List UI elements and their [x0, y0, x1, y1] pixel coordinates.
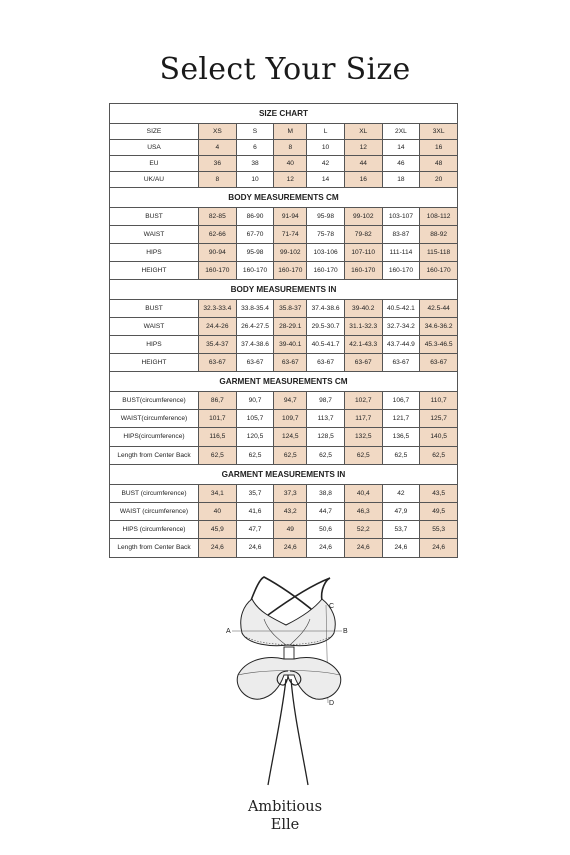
table-cell: 110,7	[420, 392, 458, 410]
table-cell: 86-90	[236, 208, 274, 226]
table-cell: 79-82	[344, 226, 382, 244]
table-cell: L	[307, 124, 345, 140]
table-cell: 121,7	[382, 410, 420, 428]
table-cell: 63-67	[307, 354, 345, 372]
row-label: BUST (circumference)	[110, 484, 199, 502]
table-cell: 14	[382, 140, 420, 156]
table-cell: 26.4-27.5	[236, 318, 274, 336]
table-row	[110, 156, 458, 172]
table-cell: 67-70	[236, 226, 274, 244]
table-cell: 45.3-46.5	[420, 336, 458, 354]
row-label: WAIST	[110, 318, 199, 336]
table-cell: 49,5	[420, 502, 458, 520]
table-cell: 43.7-44.9	[382, 336, 420, 354]
table-cell: 62,5	[199, 446, 237, 464]
table-cell: 63-67	[382, 354, 420, 372]
table-cell: 102,7	[344, 392, 382, 410]
table-cell: 37.4-38.6	[236, 336, 274, 354]
garment-diagram	[224, 575, 354, 790]
table-cell: 38,8	[307, 484, 345, 502]
table-cell: 40.5-41.7	[307, 336, 345, 354]
section-title: BODY MEASUREMENTS CM	[110, 188, 458, 208]
table-cell: 136,5	[382, 428, 420, 446]
table-cell: 24,6	[199, 539, 237, 557]
table-cell: 116,5	[199, 428, 237, 446]
table-cell: 63-67	[420, 354, 458, 372]
table-cell: 55,3	[420, 521, 458, 539]
section-title: BODY MEASUREMENTS IN	[110, 280, 458, 300]
table-cell: 38	[236, 156, 274, 172]
table-cell: 90-94	[199, 244, 237, 262]
section-header	[110, 188, 458, 208]
table-row	[110, 410, 458, 428]
table-cell: 28-29.1	[274, 318, 307, 336]
strap-left	[250, 577, 316, 613]
label-d: D	[329, 700, 335, 707]
table-cell: 63-67	[274, 354, 307, 372]
table-cell: 40,4	[344, 484, 382, 502]
table-cell: 24.4-26	[199, 318, 237, 336]
table-row	[110, 539, 458, 557]
row-label: WAIST (circumference)	[110, 502, 199, 520]
row-label: WAIST(circumference)	[110, 410, 199, 428]
table-cell: 50,6	[307, 521, 345, 539]
table-row	[110, 336, 458, 354]
table-cell: 32.3-33.4	[199, 300, 237, 318]
table-cell: 31.1-32.3	[344, 318, 382, 336]
table-cell: 160-170	[420, 262, 458, 280]
table-cell: 98,7	[307, 392, 345, 410]
table-cell: 91-94	[274, 208, 307, 226]
label-a: A	[226, 628, 231, 635]
table-cell: 63-67	[199, 354, 237, 372]
table-cell: 95-98	[236, 244, 274, 262]
table-cell: 48	[420, 156, 458, 172]
table-cell: 62,5	[420, 446, 458, 464]
table-cell: 106,7	[382, 392, 420, 410]
table-cell: 24,6	[382, 539, 420, 557]
section-title: GARMENT MEASUREMENTS CM	[110, 372, 458, 392]
table-cell: 103-107	[382, 208, 420, 226]
table-cell: 42.1-43.3	[344, 336, 382, 354]
row-label: SIZE	[110, 124, 199, 140]
table-cell: 14	[307, 172, 345, 188]
table-cell: 12	[344, 140, 382, 156]
table-cell: 34.6-36.2	[420, 318, 458, 336]
table-row	[110, 300, 458, 318]
section-header	[110, 372, 458, 392]
table-cell: 75-78	[307, 226, 345, 244]
table-cell: 41,6	[236, 502, 274, 520]
table-cell: 82-85	[199, 208, 237, 226]
table-cell: 160-170	[307, 262, 345, 280]
table-cell: 39-40.1	[274, 336, 307, 354]
row-label: BUST	[110, 208, 199, 226]
table-row	[110, 226, 458, 244]
table-row	[110, 318, 458, 336]
table-row	[110, 484, 458, 502]
brand-logo	[0, 798, 570, 834]
table-cell: 63-67	[236, 354, 274, 372]
row-label: WAIST	[110, 226, 199, 244]
tie-right	[291, 679, 308, 785]
table-cell: 34,1	[199, 484, 237, 502]
table-cell: 42	[307, 156, 345, 172]
table-cell: 62,5	[344, 446, 382, 464]
table-row	[110, 502, 458, 520]
row-label: HIPS(circumference)	[110, 428, 199, 446]
table-cell: 40.5-42.1	[382, 300, 420, 318]
table-cell: 128,5	[307, 428, 345, 446]
table-cell: 71-74	[274, 226, 307, 244]
table-row	[110, 124, 458, 140]
table-cell: 24,6	[344, 539, 382, 557]
table-cell: 24,6	[307, 539, 345, 557]
table-cell: 43,2	[274, 502, 307, 520]
table-cell: 18	[382, 172, 420, 188]
row-label: HEIGHT	[110, 354, 199, 372]
table-cell: 62,5	[382, 446, 420, 464]
section-header	[110, 464, 458, 484]
table-cell: XL	[344, 124, 382, 140]
table-cell: 47,9	[382, 502, 420, 520]
table-cell: 160-170	[382, 262, 420, 280]
table-cell: 39-40.2	[344, 300, 382, 318]
table-row	[110, 354, 458, 372]
table-row	[110, 244, 458, 262]
table-cell: 94,7	[274, 392, 307, 410]
table-cell: 16	[344, 172, 382, 188]
section-header	[110, 280, 458, 300]
table-cell: 95-98	[307, 208, 345, 226]
table-cell: 10	[307, 140, 345, 156]
section-title: SIZE CHART	[110, 104, 458, 124]
table-cell: 117,7	[344, 410, 382, 428]
row-label: EU	[110, 156, 199, 172]
row-label: Length from Center Back	[110, 539, 199, 557]
top-outline	[241, 599, 336, 646]
table-cell: 90,7	[236, 392, 274, 410]
table-cell: 103-106	[307, 244, 345, 262]
table-cell: 111-114	[382, 244, 420, 262]
table-cell: 124,5	[274, 428, 307, 446]
table-cell: S	[236, 124, 274, 140]
row-label: BUST(circumference)	[110, 392, 199, 410]
table-cell: 140,5	[420, 428, 458, 446]
table-cell: 160-170	[236, 262, 274, 280]
page-title: Select Your Size	[159, 52, 411, 87]
row-label: Length from Center Back	[110, 446, 199, 464]
row-label: HEIGHT	[110, 262, 199, 280]
table-cell: 52,2	[344, 521, 382, 539]
table-cell: 24,6	[420, 539, 458, 557]
table-cell: 120,5	[236, 428, 274, 446]
table-cell: 109,7	[274, 410, 307, 428]
table-cell: 12	[274, 172, 307, 188]
table-cell: 105,7	[236, 410, 274, 428]
table-cell: 160-170	[199, 262, 237, 280]
table-cell: XS	[199, 124, 237, 140]
table-cell: 132,5	[344, 428, 382, 446]
table-row	[110, 392, 458, 410]
row-label: UK/AU	[110, 172, 199, 188]
table-cell: 46	[382, 156, 420, 172]
table-cell: 101,7	[199, 410, 237, 428]
table-cell: 35,7	[236, 484, 274, 502]
table-cell: 108-112	[420, 208, 458, 226]
table-cell: 115-118	[420, 244, 458, 262]
table-cell: 125,7	[420, 410, 458, 428]
size-chart-table	[109, 103, 458, 558]
table-cell: 4	[199, 140, 237, 156]
table-row	[110, 428, 458, 446]
section-title: GARMENT MEASUREMENTS IN	[110, 464, 458, 484]
table-row	[110, 172, 458, 188]
table-cell: 20	[420, 172, 458, 188]
table-row	[110, 140, 458, 156]
table-cell: 37,3	[274, 484, 307, 502]
table-cell: 44	[344, 156, 382, 172]
table-cell: 40	[199, 502, 237, 520]
table-cell: 3XL	[420, 124, 458, 140]
label-b: B	[343, 628, 348, 635]
table-cell: 42.5-44	[420, 300, 458, 318]
section-header	[110, 104, 458, 124]
table-cell: 86,7	[199, 392, 237, 410]
table-row	[110, 208, 458, 226]
row-label: HIPS	[110, 244, 199, 262]
table-cell: 2XL	[382, 124, 420, 140]
table-cell: 36	[199, 156, 237, 172]
brand-line-2: Elle	[270, 817, 300, 833]
table-cell: 83-87	[382, 226, 420, 244]
row-label: HIPS	[110, 336, 199, 354]
brand-line-1: Ambitious	[247, 799, 323, 815]
table-cell: 160-170	[344, 262, 382, 280]
table-row	[110, 521, 458, 539]
table-cell: 6	[236, 140, 274, 156]
table-cell: 40	[274, 156, 307, 172]
table-cell: 44,7	[307, 502, 345, 520]
table-cell: 63-67	[344, 354, 382, 372]
table-cell: 107-110	[344, 244, 382, 262]
table-cell: 113,7	[307, 410, 345, 428]
table-cell: 43,5	[420, 484, 458, 502]
row-label: USA	[110, 140, 199, 156]
table-cell: 35.4-37	[199, 336, 237, 354]
table-cell: 45,9	[199, 521, 237, 539]
table-cell: 16	[420, 140, 458, 156]
table-cell: 35.8-37	[274, 300, 307, 318]
table-cell: 46,3	[344, 502, 382, 520]
table-cell: 10	[236, 172, 274, 188]
table-cell: 8	[274, 140, 307, 156]
row-label: HIPS (circumference)	[110, 521, 199, 539]
table-cell: 24,6	[274, 539, 307, 557]
table-cell: 99-102	[344, 208, 382, 226]
table-cell: 62,5	[274, 446, 307, 464]
table-cell: 32.7-34.2	[382, 318, 420, 336]
label-c: C	[329, 603, 335, 610]
table-cell: 24,6	[236, 539, 274, 557]
table-cell: 62-66	[199, 226, 237, 244]
table-row	[110, 446, 458, 464]
table-cell: 99-102	[274, 244, 307, 262]
table-cell: 8	[199, 172, 237, 188]
table-cell: 49	[274, 521, 307, 539]
table-cell: 47,7	[236, 521, 274, 539]
table-cell: 160-170	[274, 262, 307, 280]
table-cell: 33.8-35.4	[236, 300, 274, 318]
table-cell: 37.4-38.6	[307, 300, 345, 318]
row-label: BUST	[110, 300, 199, 318]
table-row	[110, 262, 458, 280]
table-cell: 62,5	[307, 446, 345, 464]
table-cell: 53,7	[382, 521, 420, 539]
table-cell: 62,5	[236, 446, 274, 464]
table-cell: 42	[382, 484, 420, 502]
table-cell: M	[274, 124, 307, 140]
table-cell: 88-92	[420, 226, 458, 244]
table-cell: 29.5-30.7	[307, 318, 345, 336]
